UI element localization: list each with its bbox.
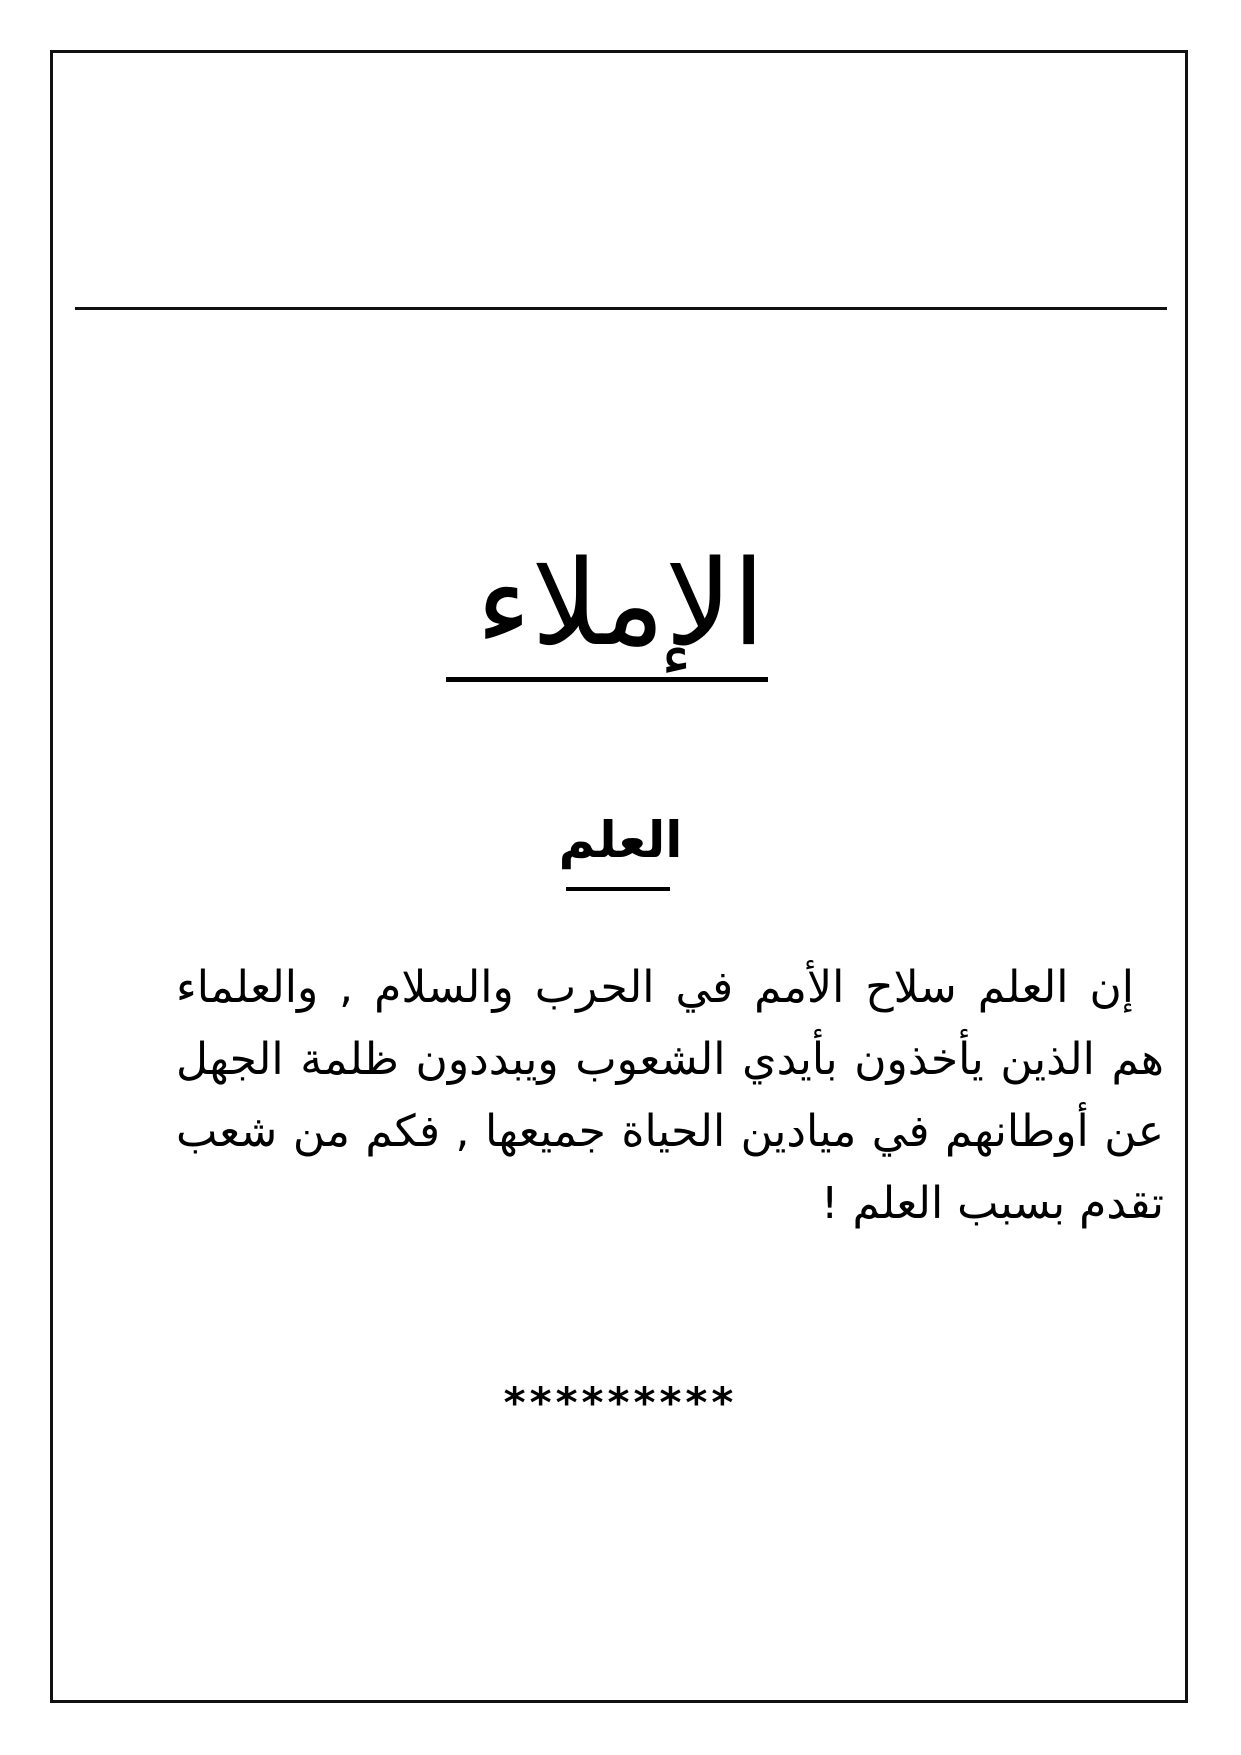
header-rule <box>75 307 1167 310</box>
title-underline <box>446 677 768 682</box>
separator-stars: ********* <box>503 1378 738 1427</box>
dictation-paragraph: إن العلم سلاح الأمم في الحرب والسلام , والعلماء هم الذين يأخذون بأيدي الشعوب ويبددون ظلمة الجهل عن أوطانهم في ميادين الحياة جميعها , فكم من شعب تقدم بسبب العلم ! <box>176 962 1164 1229</box>
section-title: العلم <box>558 811 683 869</box>
page-title: الإملاء <box>475 534 766 672</box>
section-title-underline <box>566 887 670 891</box>
